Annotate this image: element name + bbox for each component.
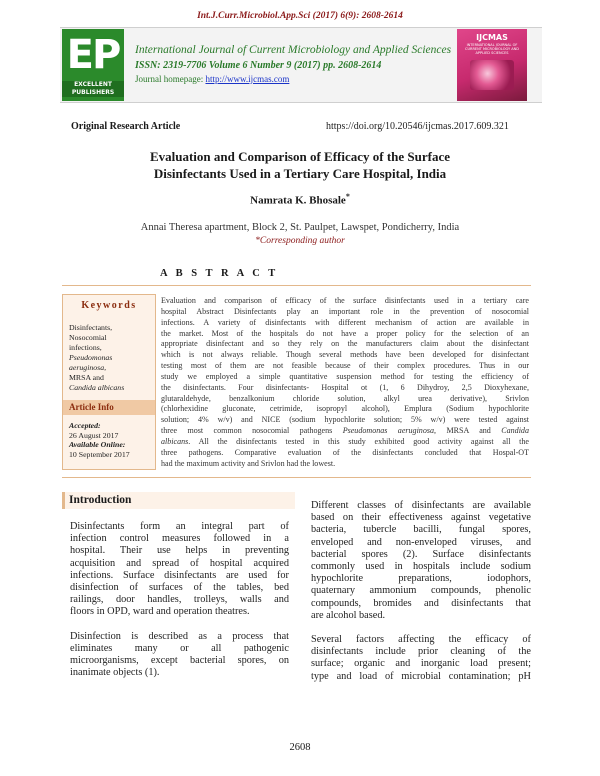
journal-title: International Journal of Current Microbiology and Applied Sciences — [135, 44, 452, 56]
abstract-text: three most common nosocomial pathogens — [161, 426, 343, 436]
affiliation: Annai Theresa apartment, Block 2, St. Paulpet, Lawspet, Pondicherry, India — [140, 222, 460, 233]
body-line: Several factors affecting the efficacy of — [311, 634, 531, 646]
page-number: 2608 — [289, 742, 311, 753]
body-line: Disinfectants form an integral part of — [70, 521, 289, 532]
abstract-line: (chlorhexidine gluconate, cetrimide, isopropyl alcohol), Emplura (Sodium hypochlorite — [161, 404, 529, 414]
keywords-heading: Keywords — [81, 300, 137, 311]
accepted-date: 26 August 2017 — [69, 430, 119, 440]
corresponding-author: *Corresponding author — [255, 236, 345, 246]
abstract-line: appropriate disinfectant and so they rely on the manufacturers claim about the disinfectant — [161, 339, 529, 349]
left-column — [70, 521, 289, 679]
abstract-line: study we employed a simple quantitative suspension method for testing the efficiency of — [161, 371, 529, 381]
abstract-line: infections. A variety of disinfectants with different mechanism of action are available in — [161, 317, 529, 327]
logo-text-excellent: EXCELLENT — [62, 81, 124, 89]
article-type: Original Research Article — [71, 121, 181, 132]
logo-letters: EP — [66, 32, 120, 78]
journal-homepage — [135, 74, 289, 84]
abstract-top-rule — [62, 285, 531, 286]
author-mark: * — [345, 192, 350, 201]
abstract-line: glutaraldehyde, benzalkonium chloride solution, alkyl urea derivative), Srivlon — [161, 393, 529, 403]
keyword: Nosocomial — [69, 333, 107, 342]
body-line: type and load of microbial contamination; pH — [311, 670, 531, 682]
keyword: MRSA and — [69, 373, 104, 382]
species-name: Pseudomonas aeruginosa — [342, 426, 435, 436]
keyword: aeruginosa, — [69, 363, 107, 372]
introduction-heading: Introduction — [62, 492, 295, 509]
body-line: infections. Surface disinfectants are used for — [70, 569, 289, 581]
body-line: bacterial spores (2). Surface disinfectants — [311, 548, 531, 560]
abstract-line: which is not always reliable. Though several methods have been developed for disinfectant — [161, 350, 529, 360]
body-line: Different classes of disinfectants are available — [311, 500, 531, 511]
keyword: infections, — [69, 343, 102, 352]
publisher-logo — [62, 29, 124, 101]
body-line: commonly used in hospitals include sodium — [311, 561, 531, 573]
accepted-label: Accepted: — [69, 421, 101, 430]
keyword: Pseudomonas — [69, 353, 113, 362]
logo-text-publishers: PUBLISHERS — [62, 89, 124, 97]
body-line: eliminates many or all pathogenic — [70, 642, 289, 654]
abstract-text: . All the disinfectants tested in this study exhibited good activity against all the — [188, 436, 529, 446]
abstract-line — [161, 426, 529, 437]
body-line: disinfectants include prior cleaning of the — [311, 646, 531, 658]
abstract-line: solution; 4% w/v) and NICE (sodium hypochlorite solution; 5% w/v) were tested against — [161, 415, 529, 425]
abstract-text: , MRSA and — [434, 426, 502, 436]
body-line: quaternary ammonium compounds, phenolic — [311, 585, 531, 597]
body-line: disinfection of surfaces of the tables, bed — [70, 582, 289, 594]
body-line: enveloped and non-enveloped viruses, and — [311, 536, 531, 548]
body-line: railings, door handles, trolleys, walls and — [70, 594, 289, 606]
journal-cover-image — [457, 29, 527, 101]
homepage-label: Journal homepage: — [135, 74, 206, 84]
abstract-line: Evaluation and comparison of efficacy of the surface disinfectants used in a tertiary care — [161, 296, 529, 305]
journal-issn-volume: ISSN: 2319-7706 Volume 6 Number 9 (2017) pp. 2608-2614 — [135, 60, 382, 71]
cover-title: IJCMAS — [476, 33, 508, 42]
doi-link[interactable]: https://doi.org/10.20546/ijcmas.2017.609.321 — [326, 121, 509, 132]
species-name: Candida — [501, 426, 529, 436]
running-head: Int.J.Curr.Microbiol.App.Sci (2017) 6(9): 2608-2614 — [197, 11, 403, 21]
keywords-list — [69, 323, 124, 393]
species-name: albicans — [161, 436, 189, 446]
right-column — [311, 500, 531, 683]
body-line: microorganisms, except bacterial spores, on — [70, 655, 289, 667]
abstract-line: three pathogens. Comparative evaluation of the disinfectants concluded that Hospal-OT — [161, 447, 529, 457]
body-line: hospital. Their use helps in preventing — [70, 545, 289, 557]
article-title — [0, 148, 600, 182]
body-line: are alcohol based. — [311, 609, 386, 621]
body-line: bacteria, tubercle bacilli, fungal spores, — [311, 524, 531, 536]
body-line: inanimate objects (1). — [70, 667, 160, 679]
abstract-line — [161, 437, 529, 448]
abstract-heading: A B S T R A C T — [160, 268, 279, 279]
article-dates — [69, 421, 130, 459]
keyword: Disinfectants, — [69, 323, 113, 332]
abstract-line: the market. Most of the hospitals do not have a proper policy for the selection of an — [161, 328, 529, 338]
abstract-line: the disinfectants. Four disinfectants- Hospital ot (1, 6 Dihydroy, 2,5 Dioxyhexane, — [161, 382, 529, 392]
online-label: Available Online: — [69, 440, 126, 449]
body-line: based on their effectiveness against vegetative — [311, 512, 531, 524]
author-name: Namrata K. Bhosale — [250, 194, 346, 207]
body-line: floors in OPD, ward and operation theatres. — [70, 606, 250, 618]
abstract-line: had the maximum activity and Srivlon had the lowest. — [161, 458, 336, 468]
body-line: acquisition and spread of hospital acquired — [70, 557, 289, 569]
body-line: Disinfection is described as a process that — [70, 630, 289, 642]
body-line: hypochlorite preparations, iodophors, — [311, 573, 531, 585]
abstract-line: testing most of them are not feasible because of their complex procedures. Thus in our — [161, 361, 529, 371]
homepage-link[interactable]: http://www.ijcmas.com — [205, 74, 290, 84]
abstract-bottom-rule — [62, 477, 531, 478]
abstract-body — [161, 296, 529, 470]
body-line: surface; organic and inorganic load present; — [311, 658, 531, 670]
article-sidebar — [62, 294, 156, 470]
body-line: infection control measures followed in a — [70, 533, 289, 545]
online-date: 10 September 2017 — [69, 449, 130, 459]
body-line: compounds, bromides and disinfectants that — [311, 597, 531, 609]
cover-artwork — [470, 60, 514, 90]
keyword: Candida albicans — [69, 383, 125, 392]
title-line-1: Evaluation and Comparison of Efficacy of the Surface — [149, 149, 451, 164]
abstract-line: hospital Abstract Disinfectants play an important role in the prevention of nosocomial — [161, 306, 529, 316]
title-line-2: Disinfectants Used in a Tertiary Care Hospital, India — [153, 166, 447, 181]
cover-subtitle: INTERNATIONAL JOURNAL OF CURRENT MICROBIOLOGY AND APPLIED SCIENCES — [465, 43, 519, 55]
author — [0, 192, 600, 207]
article-info-heading: Article Info — [63, 400, 155, 415]
